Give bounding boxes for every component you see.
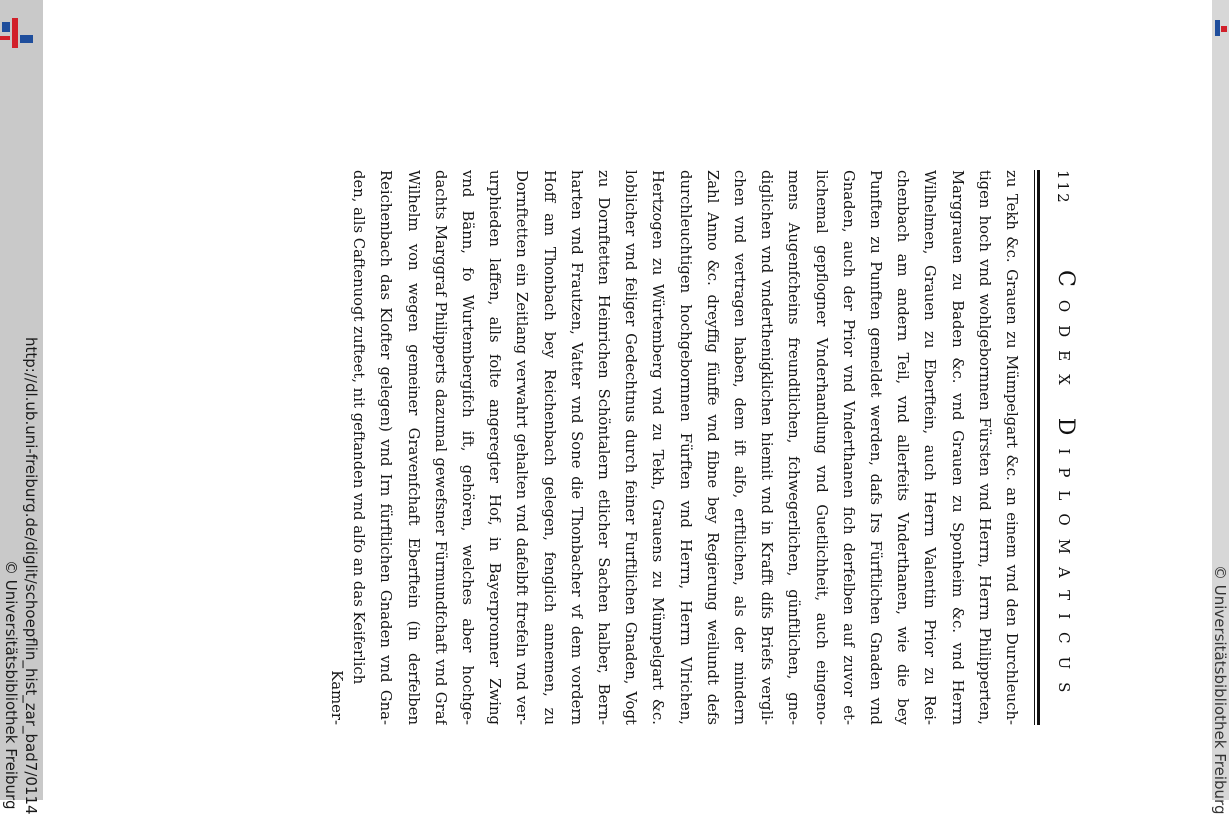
page-header — [1040, 170, 1080, 725]
text-line: vnd Bänn, fo Wurtembergifch ift, gehören, welches aber hochge- — [459, 170, 476, 725]
text-line: mens Augenfcheins freundtlichen, fchwegerlichen, günftlichen, gne- — [785, 170, 803, 725]
text-line: Wilhelmen, Grauen zu Eberftein, auch Herrn Valentin Prior zu Rei- — [921, 170, 939, 725]
source-url[interactable]: http://dl.ub.uni-freiburg.de/diglit/schoepflin_hist_zar_bad7/0114 — [22, 337, 40, 815]
text-line: Reichenbach das Klofter gelegen) vnd Irn fürftlichen Gnaden vnd Gna- — [377, 170, 395, 725]
running-title: Codex Diplomaticus — [1053, 270, 1078, 706]
header-rule-thin — [1034, 170, 1035, 725]
header-rule-thick — [1037, 170, 1040, 725]
text-line: dachts Marggraf Philipperts dazumal gewefsner Fürmundfchaft vnd Graf — [431, 170, 449, 725]
text-line: Hertzogen zu Würtemberg vnd zu Tekh, Grauens zu Mümpelgart &c. — [649, 170, 667, 725]
text-line: zu Dornftetten Heinrichen Schöntalern etlicher Sachen halber, Bern- — [595, 170, 612, 725]
text-line: loblicher vnd feliger Gedechtnus durch feiner Furftlichen Gnaden, Vogt — [622, 170, 640, 725]
text-line: durchleuchtigen hochgebornnen Fürften vnd Herrn, Herrn Vlrichen, — [676, 170, 694, 725]
text-line: Zahl Anno &c. dreyffig fünffe vnd fibne bey Regierung weilundt defs — [703, 170, 721, 725]
scanned-page — [328, 170, 1080, 725]
copyright-notice-right: © Universitätsbibliothek Freiburg — [1211, 565, 1229, 815]
library-logo-right-icon — [1213, 20, 1229, 42]
text-line: zu Tekh &c. Grauen zu Mümpelgart &c. an einem vnd den Durchleuch- — [1003, 170, 1020, 725]
text-line: Wilhelm von wegen gemeiner Gravenfchaft Eberftein (in derfelben — [404, 170, 422, 725]
text-line: Gnaden, auch der Prior vnd Vnderthanen fich derfelben auf zuvor et- — [839, 170, 857, 725]
text-line: Dornftetten ein Zeitlang verwahrt gehalten vnd dafelbft ftrefeln vnd ver- — [513, 170, 531, 725]
text-line: lichemal gepflogner Vnderhandlung vnd Guetlichheit, auch eingeno- — [812, 170, 830, 725]
page-number: 112 — [1054, 170, 1072, 205]
text-line: tigen hoch vnd wohlgebornnen Fürsten vnd Herrn, Herrn Philipperten, — [975, 170, 993, 725]
text-line: diglichen vnd vnderthenigklichen hiemit vnd in Krafft difs Briefs vergli- — [758, 170, 776, 725]
text-line: Marggrauen zu Baden &c. vnd Grauen zu Sponheim &c. vnd Herrn — [948, 170, 966, 725]
text-line: den, alls Caftenuogt zufteet, nit geftanden vnd alfo an das Keiferlich — [350, 170, 368, 685]
text-line: chen vnd vertragen haben, dem ift alfo, erftlichen, als der mindern — [731, 170, 748, 725]
text-line: urphieden laffen, alls folte angeregter Hof, in Bayerpronner Zwing — [486, 170, 504, 725]
text-line: Punften zu Punften gemeldet werden, dafs Irs Fürftlichen Gnaden vnd — [867, 170, 884, 725]
copyright-notice: © Universitätsbibliothek Freiburg — [2, 560, 20, 810]
text-line: harten vnd Frautzen, Vatter vnd Sone die Thonbacher vf dem vordern — [567, 170, 585, 725]
catchword: Kamer- — [328, 670, 345, 725]
text-line: chenbach am andern Teil, vnd allerfeits Vnderthanen, wie die bey — [894, 170, 912, 725]
library-logo-icon — [0, 10, 36, 50]
text-line: Hoff am Thonbach bey Reichenbach gelegen, fenglich annemen, zu — [540, 170, 558, 725]
